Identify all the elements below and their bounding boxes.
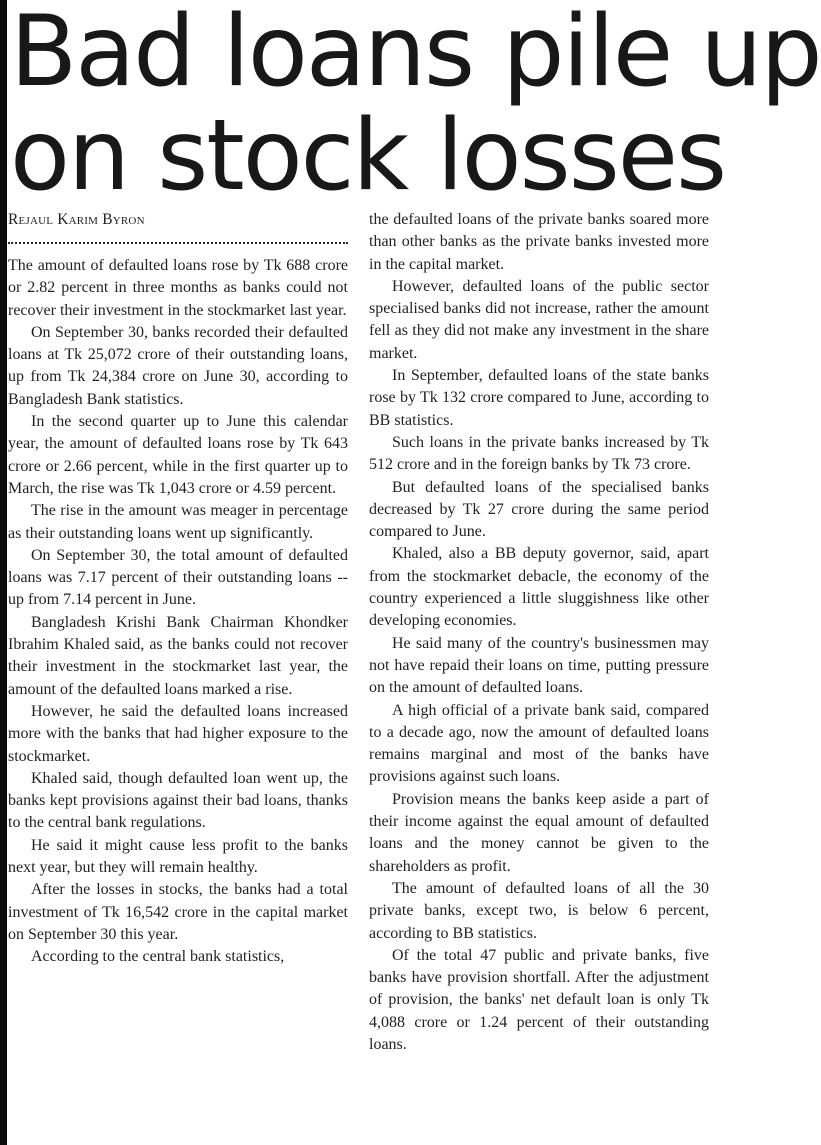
article-paragraph: The amount of defaulted loans rose by Tk 688 crore or 2.82 percent in three months as banks could not recover their investment in the stockmarket last year. <box>8 257 348 319</box>
article-column-left <box>8 255 348 969</box>
article-paragraph: He said it might cause less profit to the banks next year, but they will remain healthy. <box>8 836 348 877</box>
headline-line-1: Bad loans pile up <box>10 0 821 109</box>
article-paragraph: A high official of a private bank said, compared to a decade ago, now the amount of defaulted loans remains marginal and most of the banks have provisions against such loans. <box>369 701 709 786</box>
article-paragraph: Of the total 47 public and private banks, five banks have provision shortfall. After the adjustment of provision, the banks' net default loan is only Tk 4,088 crore or 1.24 percent of their outstanding loans. <box>369 946 709 1053</box>
article-column-right <box>369 209 709 1056</box>
article-paragraph: However, he said the defaulted loans increased more with the banks that had higher exposure to the stockmarket. <box>8 702 348 765</box>
article-paragraph: Provision means the banks keep aside a part of their income against the equal amount of defaulted loans and the money cannot be given to the shareholders as profit. <box>369 790 709 875</box>
article-paragraph: Bangladesh Krishi Bank Chairman Khondker Ibrahim Khaled said, as the banks could not recover their investment in the stockmarket last year, the amount of the defaulted loans marked a rise. <box>8 613 348 698</box>
article-paragraph: On September 30, banks recorded their defaulted loans at Tk 25,072 crore of their outstanding loans, up from Tk 24,384 crore on June 30, according to Bangladesh Bank statistics. <box>8 323 348 408</box>
left-edge-bar <box>0 0 7 1145</box>
headline-line-2: on stock losses <box>10 99 726 213</box>
article-paragraph: However, defaulted loans of the public sector specialised banks did not increase, rather the amount fell as they did not make any investment in the share market. <box>369 277 709 362</box>
article-paragraph: On September 30, the total amount of defaulted loans was 7.17 percent of their outstanding loans -- up from 7.14 percent in June. <box>8 546 348 609</box>
article-paragraph: In September, defaulted loans of the state banks rose by Tk 132 crore compared to June, according to BB statistics. <box>369 367 709 429</box>
article-paragraph: According to the central bank statistics, <box>31 948 285 966</box>
article-paragraph: Khaled said, though defaulted loan went up, the banks kept provisions against their bad loans, thanks to the central bank regulations. <box>8 769 348 832</box>
headline <box>10 0 821 213</box>
article-paragraph: After the losses in stocks, the banks had a total investment of Tk 16,542 crore in the capital market on September 30 this year. <box>8 881 348 943</box>
article-paragraph: But defaulted loans of the specialised banks decreased by Tk 27 crore during the same period compared to June. <box>369 478 709 541</box>
article-paragraph: Such loans in the private banks increased by Tk 512 crore and in the foreign banks by Tk 73 crore. <box>369 433 709 474</box>
article-paragraph: Khaled, also a BB deputy governor, said, apart from the stockmarket debacle, the economy of the country experienced a little sluggishness like other developing economies. <box>369 545 709 630</box>
byline-divider <box>8 242 348 244</box>
article-paragraph: the defaulted loans of the private banks soared more than other banks as the private banks invested more in the capital market. <box>369 211 709 273</box>
article-paragraph: In the second quarter up to June this calendar year, the amount of defaulted loans rose by Tk 643 crore or 2.66 percent, while in the first quarter up to March, the rise was Tk 1,043 crore or 4.59 percent. <box>8 413 348 497</box>
byline: Rejaul Karim Byron <box>8 211 145 228</box>
article-paragraph: The rise in the amount was meager in percentage as their outstanding loans went up significantly. <box>8 502 348 542</box>
article-paragraph: The amount of defaulted loans of all the 30 private banks, except two, is below 6 percent, according to BB statistics. <box>369 879 709 942</box>
article-paragraph: He said many of the country's businessmen may not have repaid their loans on time, putting pressure on the amount of defaulted loans. <box>369 634 709 697</box>
